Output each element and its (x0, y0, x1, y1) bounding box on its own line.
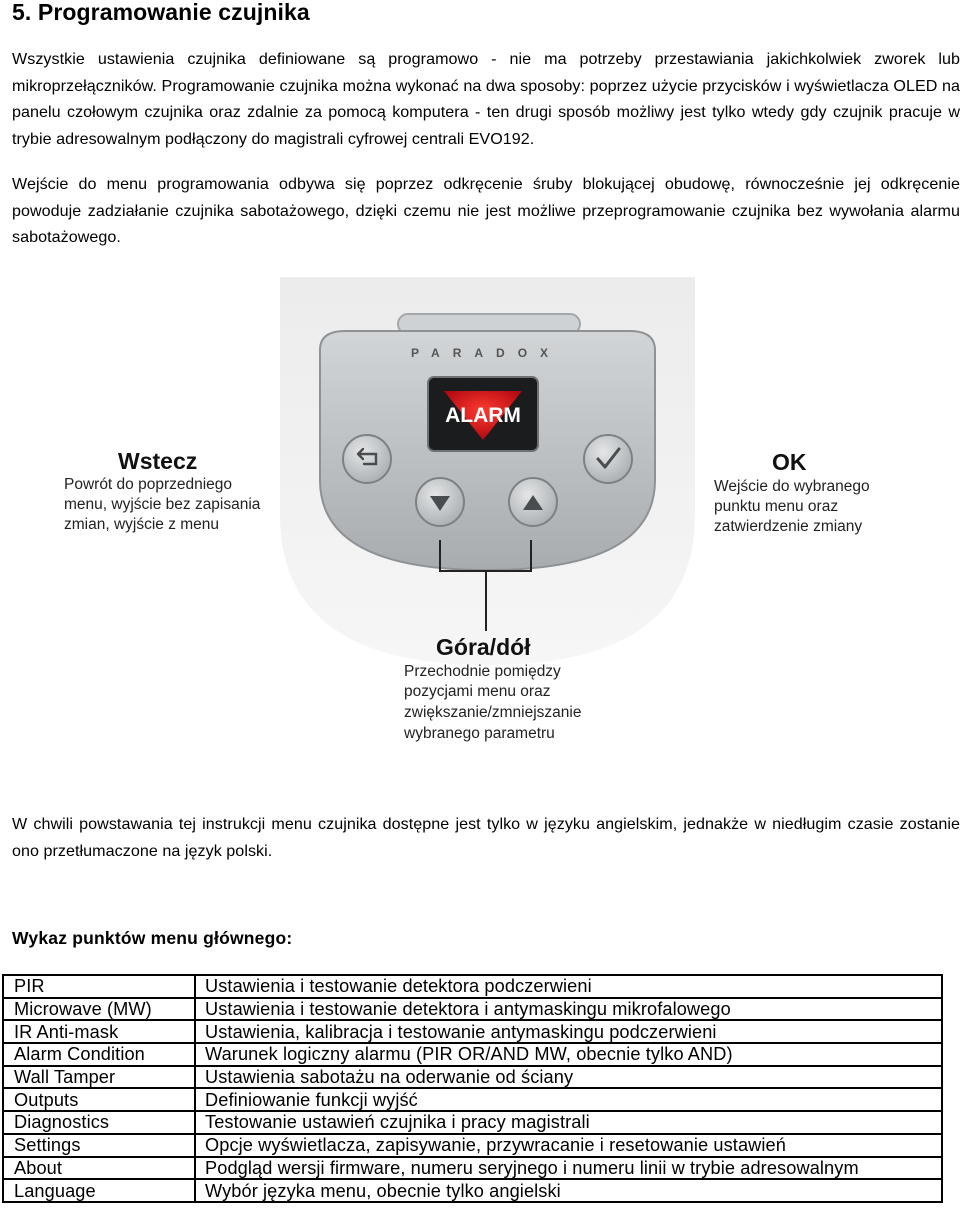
ok-title: OK (772, 449, 807, 475)
menu-item-description: Podgląd wersji firmware, numeru seryjnego i numeru linii w trybie adresowalnym (195, 1157, 942, 1180)
updown-desc-line3: zwiększanie/zmniejszanie (404, 704, 582, 721)
menu-item-name: Microwave (MW) (3, 998, 195, 1021)
menu-item-description: Opcje wyświetlacza, zapisywanie, przywracanie i resetowanie ustawień (195, 1134, 942, 1157)
table-row (3, 1066, 942, 1089)
menu-item-name: Language (3, 1179, 195, 1202)
ok-desc-line2: punktu menu oraz (714, 498, 839, 515)
main-menu-table (2, 974, 943, 1203)
table-row (3, 1088, 942, 1111)
ok-desc-line1: Wejście do wybranego (714, 478, 870, 495)
updown-title: Góra/dół (436, 634, 531, 660)
menu-item-name: Alarm Condition (3, 1043, 195, 1066)
menu-item-description: Ustawienia i testowanie detektora i antymaskingu mikrofalowego (195, 998, 942, 1021)
menu-list-title: Wykaz punktów menu głównego: (12, 928, 293, 948)
updown-desc-line1: Przechodnie pomiędzy (404, 663, 561, 680)
menu-item-description: Definiowanie funkcji wyjść (195, 1088, 942, 1111)
menu-item-name: IR Anti-mask (3, 1020, 195, 1043)
back-desc-line3: zmian, wyjście z menu (64, 516, 220, 533)
menu-item-description: Testowanie ustawień czujnika i pracy magistrali (195, 1111, 942, 1134)
table-row (3, 1157, 942, 1180)
brand-logo: PARADOX (410, 346, 562, 360)
menu-item-name: Settings (3, 1134, 195, 1157)
intro-paragraph: Wszystkie ustawienia czujnika definiowane są programowo - nie ma potrzeby przestawiania jakichkolwiek zworek lub mikroprzełączników. Programowanie czujnika można wykonać na dwa sposoby: poprzez użycie przycisków i wyświetlacza OLED na panelu czołowym czujnika oraz zdalnie za pomocą komputera - ten drugi sposób możliwy jest tylko wtedy gdy czujnik pracuje w trybie adresowalnym podłączony do magistrali cyfrowej centrali EVO192. (12, 50, 960, 148)
back-title: Wstecz (118, 448, 198, 474)
down-button[interactable] (416, 478, 464, 526)
ok-desc-line3: zatwierdzenie zmiany (714, 518, 863, 535)
menu-item-description: Warunek logiczny alarmu (PIR OR/AND MW, obecnie tylko AND) (195, 1043, 942, 1066)
updown-desc-line2: pozycjami menu oraz (404, 683, 551, 700)
menu-item-name: Outputs (3, 1088, 195, 1111)
table-row (3, 1111, 942, 1134)
table-row (3, 1043, 942, 1066)
updown-desc-line4: wybranego parametru (404, 725, 555, 742)
display-text: ALARM (445, 404, 521, 427)
back-desc-line2: menu, wyjście bez zapisania (64, 496, 261, 513)
back-button[interactable] (343, 435, 391, 483)
table-row (3, 1020, 942, 1043)
keypad-figure (0, 265, 960, 765)
table-row (3, 1179, 942, 1202)
menu-item-description: Ustawienia, kalibracja i testowanie antymaskingu podczerwieni (195, 1020, 942, 1043)
table-row (3, 975, 942, 998)
menu-item-name: Diagnostics (3, 1111, 195, 1134)
menu-item-name: Wall Tamper (3, 1066, 195, 1089)
menu-item-description: Wybór języka menu, obecnie tylko angielski (195, 1179, 942, 1202)
table-row (3, 998, 942, 1021)
menu-item-name: PIR (3, 975, 195, 998)
menu-item-description: Ustawienia sabotażu na oderwanie od ściany (195, 1066, 942, 1089)
back-desc-line1: Powrót do poprzedniego (64, 476, 233, 493)
section-heading: 5. Programowanie czujnika (12, 0, 310, 25)
menu-item-name: About (3, 1157, 195, 1180)
ok-button[interactable] (584, 435, 632, 483)
language-note-paragraph: W chwili powstawania tej instrukcji menu czujnika dostępne jest tylko w języku angielskim, jednakże w niedługim czasie zostanie ono przetłumaczone na język polski. (12, 815, 960, 860)
menu-item-description: Ustawienia i testowanie detektora podczerwieni (195, 975, 942, 998)
programming-entry-paragraph: Wejście do menu programowania odbywa się poprzez odkręcenie śruby blokującej obudowę, równocześnie jej odkręcenie powoduje zadziałanie czujnika sabotażowego, dzięki czemu nie jest możliwe przeprogramowanie czujnika bez wywołania alarmu sabotażowego. (12, 175, 960, 247)
up-button[interactable] (509, 478, 557, 526)
table-row (3, 1134, 942, 1157)
